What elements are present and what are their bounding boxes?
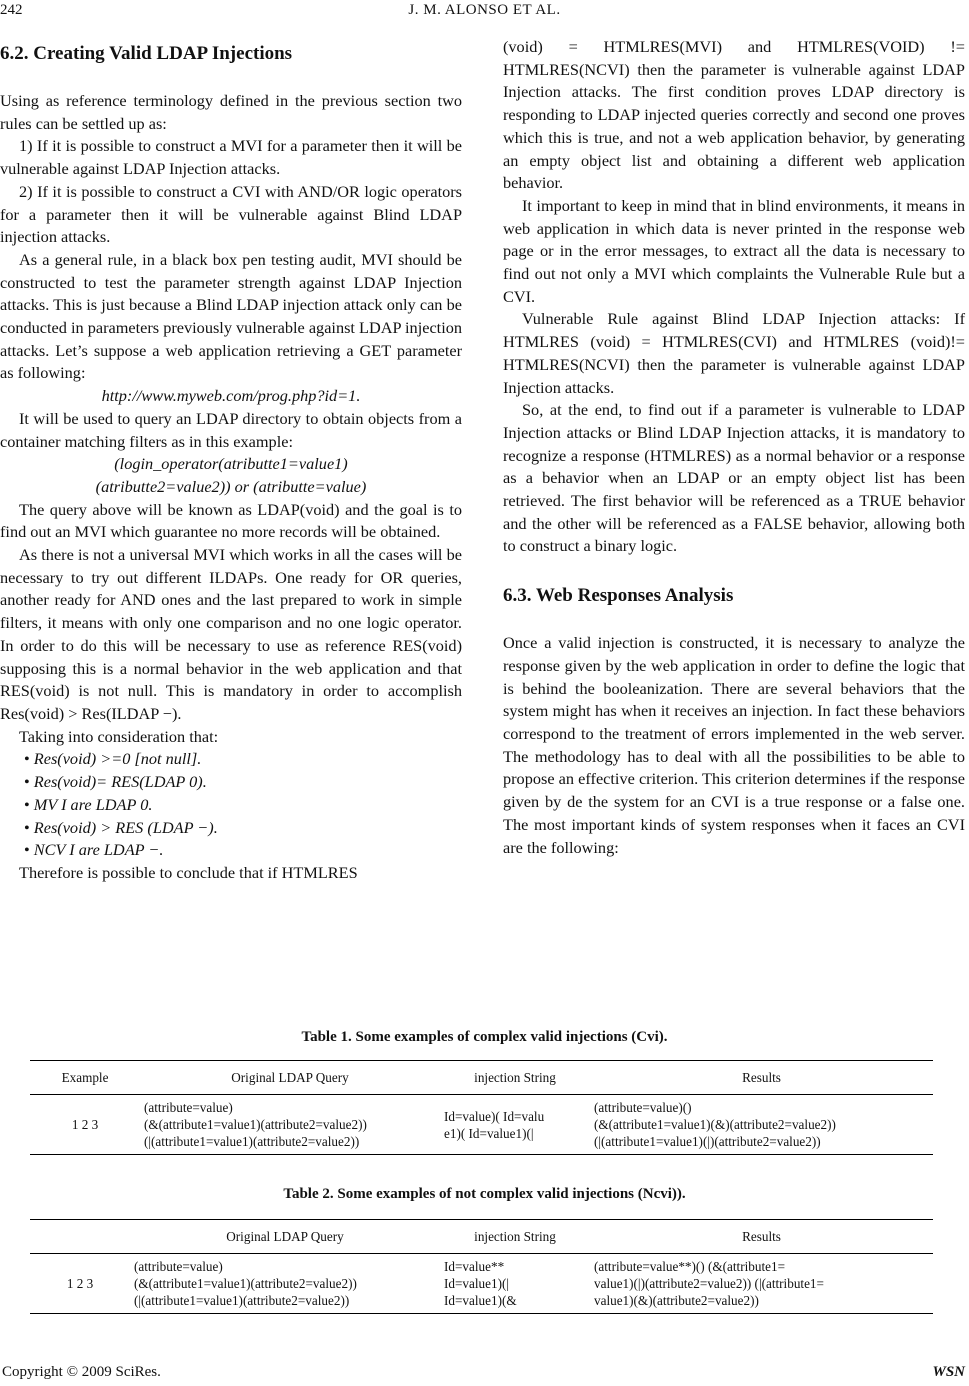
paragraph: It will be used to query an LDAP directory to obtain objects from a container matching filters as in this example: xyxy=(0,408,462,451)
paragraph: So, at the end, to find out if a parameter is vulnerable to LDAP Injection attacks or Blind LDAP Injection attacks, it is mandatory to recognize a response (HTMLRES) as a normal behavior or a response as a behavior when an LDAP or an empty object list has been retrieved. The first behavior will be referenced as a TRUE behavior and the other will be referenced as a FALSE behavior, allowing both to construct a binary logic. xyxy=(503,400,965,556)
paragraph: Taking into consideration that: xyxy=(19,726,219,746)
bullet-item: • Res(void) >=0 [not null]. xyxy=(24,749,202,769)
right-column xyxy=(503,36,965,859)
table-cell: (attribute=value) (&(attribute1=value1)(attribute2=value2)) (|(attribute1=value1)(attribute2=value2)) xyxy=(140,1095,440,1155)
running-header xyxy=(0,0,969,22)
journal-name: WSN xyxy=(932,1364,965,1380)
paragraph: The query above will be known as LDAP(void) and the goal is to find out an MVI which guarantee no more records will be obtained. xyxy=(0,499,462,542)
table-header-row xyxy=(30,1061,933,1095)
table-row xyxy=(30,1095,933,1155)
table2 xyxy=(30,1219,933,1314)
bullet-item: • NCV I are LDAP −. xyxy=(24,840,164,860)
table-cell: (attribute=value)() (&(attribute1=value1)(&)(attribute2=value2)) (|(attribute1=value1)(|)(attribute2=value2)) xyxy=(590,1095,933,1155)
example-url: http://www.myweb.com/prog.php?id=1. xyxy=(101,386,361,406)
paragraph: Therefore is possible to conclude that if HTMLRES xyxy=(19,862,358,882)
table1-caption: Table 1. Some examples of complex valid injections (Cvi). xyxy=(301,1029,668,1045)
paragraph: 1) If it is possible to construct a MVI for a parameter then it will be vulnerable against LDAP Injection attacks. xyxy=(0,136,462,179)
column-header: Original LDAP Query xyxy=(130,1220,440,1254)
table-cell: 1 2 3 xyxy=(30,1254,130,1314)
running-authors: J. M. ALONSO ET AL. xyxy=(408,2,561,18)
paragraph: Using as reference terminology defined in the previous section two rules can be settled up as: xyxy=(0,91,462,133)
bullet-item: • Res(void) > RES (LDAP −). xyxy=(24,817,218,837)
column-header: Results xyxy=(590,1061,933,1095)
query-line-1: (login_operator(atributte1=value1) xyxy=(114,454,348,474)
paragraph: Once a valid injection is constructed, it is necessary to analyze the response given by the web application in order to define the logic that is behind the booleanization. There are several behaviors that the system might has when it receives an injection. In fact these behaviors correspond to the treatment of errors implemented in the web server. The methodology has to deal with all the possibilities to be able to propose an effective criterion. This criterion determines if the response given by de the system for an CVI is a true response or a false one. The most important kinds of system responses when it faces an CVI are the following: xyxy=(503,633,965,857)
paragraph: 2) If it is possible to construct a CVI with AND/OR logic operators for a parameter then it will be vulnerable against Blind LDAP injection attacks. xyxy=(0,181,462,247)
bullet-item: • MV I are LDAP 0. xyxy=(24,794,153,814)
paragraph: As there is not a universal MVI which works in all the cases will be necessary to try out different ILDAPs. One ready for OR queries, another ready for AND ones and the last prepared to work in simple filters, it means with only one comparison and no one logic operator. In order to do this will be necessary to use as reference RES(void) supposing this is a normal behavior in the web application and that RES(void) is not null. This is mandatory in order to accomplish Res(void) > Res(ILDAP −). xyxy=(0,545,462,723)
paragraph: (void) = HTMLRES(MVI) and HTMLRES(VOID) != HTMLRES(NCVI) then the parameter is vulnerable against LDAP Injection attacks. The first condition proves LDAP directory is responding to LDAP injected queries correctly and second one proves which this is true, and not a web application behavior, by generating an empty object list and obtaining a different web application behavior. xyxy=(503,37,965,193)
bullet-item: • Res(void)= RES(LDAP 0). xyxy=(24,772,207,792)
column-header: Example xyxy=(30,1061,140,1095)
column-header: injection String xyxy=(440,1061,590,1095)
table-cell: (attribute=value) (&(attribute1=value1)(attribute2=value2)) (|(attribute1=value1)(attribute2=value2)) xyxy=(130,1254,440,1314)
table-cell: Id=value)( Id=valu e1)( Id=value1)(| xyxy=(440,1095,590,1155)
column-header xyxy=(30,1220,130,1254)
page-number: 242 xyxy=(0,2,23,18)
table-header-row xyxy=(30,1220,933,1254)
paragraph: Vulnerable Rule against Blind LDAP Injection attacks: If HTMLRES (void) = HTMLRES(CVI) and HTMLRES (void)!= HTMLRES(NCVI) then the parameter is vulnerable against LDAP Injection attacks. xyxy=(503,309,965,397)
table-cell: (attribute=value**)() (&(attribute1= value1)(|)(attribute2=value2)) (|(attribute1= value1)(&)(attribute2=value2)) xyxy=(590,1254,933,1314)
table-cell: Id=value** Id=value1)(| Id=value1)(& xyxy=(440,1254,590,1314)
query-line-2: (atributte2=value2)) or (atributte=value) xyxy=(95,476,367,496)
paragraph: As a general rule, in a black box pen testing audit, MVI should be constructed to test the parameter strength against LDAP Injection attacks. This is just because a Blind LDAP injection attack only can be conducted in parameters previously vulnerable against LDAP injection attacks. Let’s suppose a web application retrieving a GET parameter as following: xyxy=(0,249,462,383)
table-cell: 1 2 3 xyxy=(30,1095,140,1155)
column-header: Original LDAP Query xyxy=(140,1061,440,1095)
column-header: injection String xyxy=(440,1220,590,1254)
section-heading-6-3: 6.3. Web Responses Analysis xyxy=(503,585,734,607)
section-heading-6-2: 6.2. Creating Valid LDAP Injections xyxy=(0,43,293,64)
paragraph: It important to keep in mind that in blind environments, it means in web application in which data is never printed in the response web page or in the error messages, to extract all the data is necessary to find out not only a MVI which complaints the Vulnerable Rule but a CVI. xyxy=(503,195,965,306)
table2-caption: Table 2. Some examples of not complex valid injections (Ncvi)). xyxy=(283,1186,686,1202)
column-header: Results xyxy=(590,1220,933,1254)
left-column xyxy=(0,36,462,885)
table-row xyxy=(30,1254,933,1314)
copyright-notice: Copyright © 2009 SciRes. xyxy=(2,1364,161,1380)
table1 xyxy=(30,1060,933,1155)
